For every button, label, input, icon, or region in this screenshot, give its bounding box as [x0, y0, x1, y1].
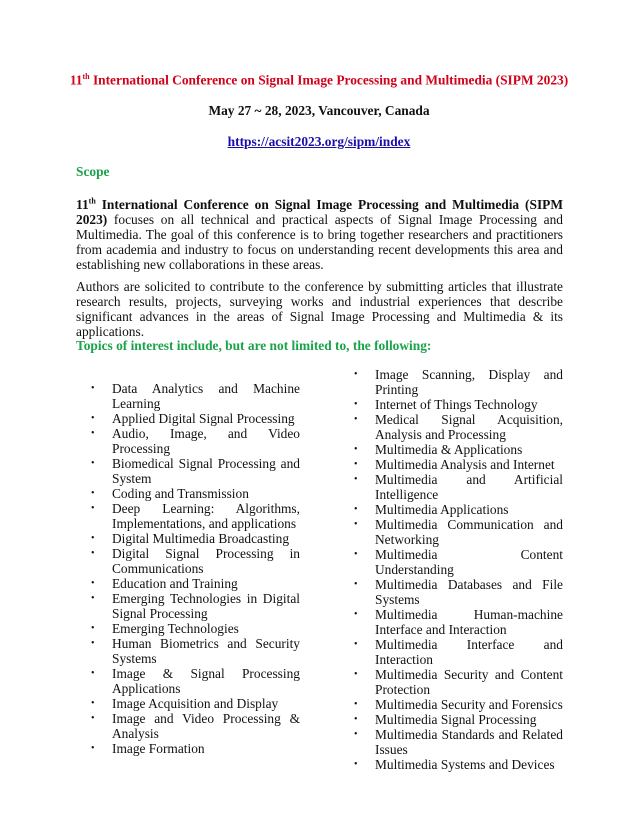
bullet-icon: • — [354, 444, 358, 455]
scope-para-superscript: th — [88, 197, 96, 206]
topic-item — [354, 637, 563, 667]
topic-label: Multimedia Standards and Related Issues — [375, 727, 563, 757]
topic-item — [354, 727, 563, 757]
bullet-icon: • — [354, 474, 358, 485]
bullet-icon: • — [354, 759, 358, 770]
topic-item — [91, 546, 300, 576]
topic-label: Image and Video Processing & Analysis — [112, 711, 300, 741]
topic-label: Multimedia Applications — [375, 502, 509, 517]
topic-item — [91, 696, 300, 711]
topic-label: Multimedia Human-machine Interface and Interaction — [375, 607, 563, 637]
bullet-icon: • — [354, 669, 358, 680]
topic-item — [354, 442, 563, 457]
scope-para-ordinal: 11 — [76, 197, 89, 213]
topic-label: Education and Training — [112, 576, 238, 591]
topics-list-right — [354, 367, 563, 772]
topic-label: Audio, Image, and Video Processing — [112, 426, 300, 456]
topic-item — [91, 576, 300, 591]
topic-label: Multimedia Content Understanding — [375, 547, 563, 577]
topic-label: Digital Signal Processing in Communications — [112, 546, 300, 576]
topic-item — [91, 711, 300, 741]
bullet-icon: • — [91, 698, 95, 709]
scope-para-bold-text: International Conference on Signal Image Processing and Multimedia (SIPM 2023) — [76, 197, 563, 228]
bullet-icon: • — [354, 504, 358, 515]
scope-paragraph-2: Authors are solicited to contribute to the conference by submitting articles that illustrate research results, projects, surveying works and industrial experiences that describe significant advances in the areas of Signal Image Processing and Multimedia & its applications. — [76, 279, 563, 339]
topic-label: Image & Signal Processing Applications — [112, 666, 300, 696]
bullet-icon: • — [91, 668, 95, 679]
topic-label: Multimedia Systems and Devices — [375, 757, 555, 772]
bullet-icon: • — [91, 638, 95, 649]
bullet-icon: • — [91, 458, 95, 469]
topic-label: Multimedia & Applications — [375, 442, 523, 457]
scope-heading: Scope — [76, 164, 110, 179]
topic-item — [354, 397, 563, 412]
topic-item — [354, 457, 563, 472]
bullet-icon: • — [354, 609, 358, 620]
topic-item — [354, 367, 563, 397]
bullet-icon: • — [91, 488, 95, 499]
topic-item — [354, 712, 563, 727]
bullet-icon: • — [91, 593, 95, 604]
topic-label: Image Scanning, Display and Printing — [375, 367, 563, 397]
topic-item — [91, 741, 300, 756]
topic-label: Deep Learning: Algorithms, Implementations, and applications — [112, 501, 300, 531]
topic-item — [91, 381, 300, 411]
topic-label: Image Acquisition and Display — [112, 696, 279, 711]
topic-label: Multimedia Analysis and Internet — [375, 457, 555, 472]
bullet-icon: • — [91, 503, 95, 514]
bullet-icon: • — [91, 743, 95, 754]
bullet-icon: • — [354, 459, 358, 470]
bullet-icon: • — [91, 623, 95, 634]
bullet-icon: • — [91, 548, 95, 559]
bullet-icon: • — [354, 639, 358, 650]
topic-item — [354, 667, 563, 697]
topic-label: Multimedia Signal Processing — [375, 712, 537, 727]
conference-url-link[interactable]: https://acsit2023.org/sipm/index — [227, 134, 411, 149]
topic-label: Coding and Transmission — [112, 486, 249, 501]
topic-label: Multimedia Interface and Interaction — [375, 637, 563, 667]
topic-label: Digital Multimedia Broadcasting — [112, 531, 290, 546]
topic-label: Multimedia Databases and File Systems — [375, 577, 563, 607]
topic-label: Multimedia Security and Content Protection — [375, 667, 563, 697]
topic-item — [354, 547, 563, 577]
bullet-icon: • — [354, 714, 358, 725]
bullet-icon: • — [354, 579, 358, 590]
scope-para-text: focuses on all technical and practical aspects of Signal Image Processing and Multimedia. The goal of this conference is to bring together researchers and practitioners from academia and industry to focus on understanding recent developments this area and establishing new collaborations in these areas. — [76, 212, 563, 273]
topic-label: Multimedia Communication and Networking — [375, 517, 563, 547]
topic-label: Multimedia Security and Forensics — [375, 697, 563, 712]
scope-paragraph-1 — [76, 194, 563, 272]
topic-label: Biomedical Signal Processing and System — [112, 456, 300, 486]
bullet-icon: • — [354, 519, 358, 530]
bullet-icon: • — [354, 369, 358, 380]
topic-label: Emerging Technologies in Digital Signal Processing — [112, 591, 300, 621]
topic-item — [91, 531, 300, 546]
bullet-icon: • — [354, 414, 358, 425]
topic-label: Internet of Things Technology — [375, 397, 538, 412]
topic-item — [354, 607, 563, 637]
bullet-icon: • — [354, 699, 358, 710]
title-ordinal: 11 — [69, 72, 83, 88]
topic-item — [354, 472, 563, 502]
bullet-icon: • — [354, 549, 358, 560]
bullet-icon: • — [91, 533, 95, 544]
title-superscript: th — [82, 72, 90, 81]
bullet-icon: • — [91, 383, 95, 394]
bullet-icon: • — [91, 578, 95, 589]
topic-label: Applied Digital Signal Processing — [112, 411, 295, 426]
bullet-icon: • — [91, 713, 95, 724]
topic-item — [91, 621, 300, 636]
topic-item — [91, 501, 300, 531]
topic-label: Emerging Technologies — [112, 621, 239, 636]
topics-heading: Topics of interest include, but are not limited to, the following: — [76, 338, 432, 353]
topic-label: Multimedia and Artificial Intelligence — [375, 472, 563, 502]
topic-item — [91, 456, 300, 486]
topic-label: Human Biometrics and Security Systems — [112, 636, 300, 666]
topic-item — [91, 591, 300, 621]
topic-label: Data Analytics and Machine Learning — [112, 381, 300, 411]
topic-item — [354, 697, 563, 712]
topic-label: Image Formation — [112, 741, 205, 756]
topic-item — [354, 502, 563, 517]
topic-item — [354, 577, 563, 607]
bullet-icon: • — [91, 428, 95, 439]
bullet-icon: • — [354, 399, 358, 410]
topic-item — [354, 757, 563, 772]
title-text: International Conference on Signal Image Processing and Multimedia (SIPM 2023) — [89, 72, 569, 88]
conference-title — [0, 72, 638, 88]
topic-item — [91, 426, 300, 456]
topic-item — [91, 411, 300, 426]
conference-dates: May 27 ~ 28, 2023, Vancouver, Canada — [208, 103, 430, 118]
topic-item — [91, 636, 300, 666]
topic-label: Medical Signal Acquisition, Analysis and Processing — [375, 412, 563, 442]
topic-item — [354, 517, 563, 547]
topics-list-left — [91, 381, 300, 756]
topic-item — [91, 666, 300, 696]
bullet-icon: • — [91, 413, 95, 424]
topic-item — [91, 486, 300, 501]
topic-item — [354, 412, 563, 442]
bullet-icon: • — [354, 729, 358, 740]
